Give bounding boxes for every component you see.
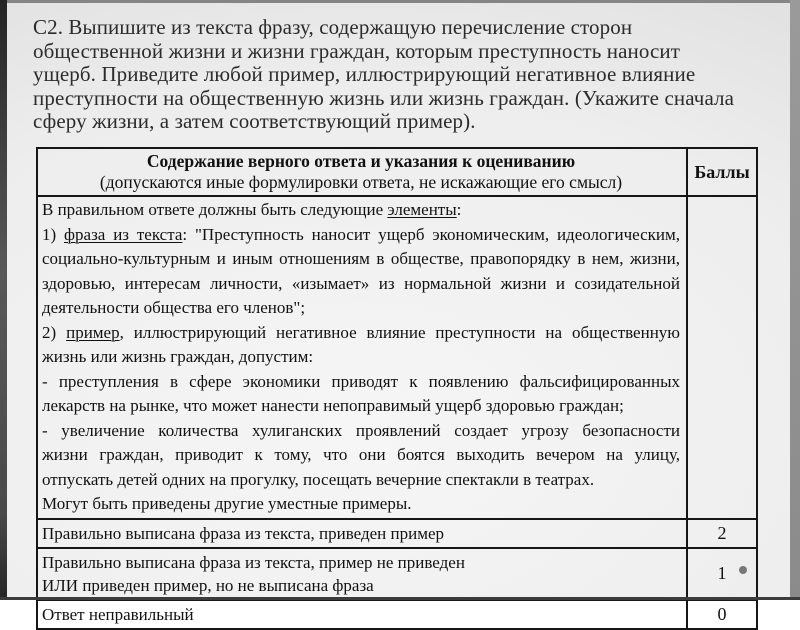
answer-content-line xyxy=(42,272,680,297)
score-criterion-cell xyxy=(38,549,688,599)
score-value: 0 xyxy=(717,603,727,624)
slide-border-right xyxy=(790,0,800,600)
task-text-line: преступности на общественную жизнь или жизнь граждан. (Укажите сначала xyxy=(33,85,735,110)
text-segment: жизнь или жизнь граждан, допустим: xyxy=(42,347,314,366)
text-segment: 1) xyxy=(42,224,65,244)
header-criteria-title: Содержание верного ответа и указания к оцениванию xyxy=(146,151,576,171)
score-row xyxy=(38,601,756,628)
text-segment: В правильном ответе должны быть следующие xyxy=(42,200,388,219)
score-criterion-cell xyxy=(38,601,688,628)
score-rows-container xyxy=(38,520,756,628)
score-criterion-line: ИЛИ приведен пример, но не выписана фраза xyxy=(42,575,374,595)
text-segment: отпускать детей одних на прогулку, посещать вечерние спектакли в театрах. xyxy=(42,469,595,489)
header-criteria-cell xyxy=(38,149,688,195)
score-value: 2 xyxy=(717,522,727,543)
answer-content-line xyxy=(42,247,680,272)
task-text-line: сферу жизни, а затем соответствующий пример). xyxy=(33,109,476,133)
text-segment: деятельности общества его членов"; xyxy=(42,298,306,317)
decorative-dot xyxy=(739,566,747,574)
underlined-term: пример xyxy=(66,322,120,342)
score-row xyxy=(38,549,756,601)
rubric-table xyxy=(36,147,758,630)
text-segment: : "Преступность наносит ущерб экономическим, идеологическим, xyxy=(182,224,680,244)
table-header-row xyxy=(38,149,756,197)
header-criteria-subtitle: (допускаются иные формулировки ответа, не искажающие его смысл) xyxy=(99,172,623,192)
text-segment: лекарств на рынке, что может нанести непоправимый ущерб здоровью граждан; xyxy=(42,396,624,415)
answer-content-row xyxy=(38,197,756,520)
score-criterion-line: Ответ неправильный xyxy=(42,604,194,624)
text-segment: - увеличение количества хулиганских проявлений создает угрозу безопасности xyxy=(42,420,680,440)
score-criterion-cell xyxy=(38,520,688,547)
answer-content-cell xyxy=(38,197,688,518)
slide-border-top xyxy=(0,0,800,3)
answer-content-line xyxy=(42,198,680,223)
score-row xyxy=(38,520,756,549)
underlined-term: элементы xyxy=(387,200,457,219)
score-value: 1 xyxy=(717,563,727,583)
task-text-line: общественной жизни и жизни граждан, которым преступность наносит xyxy=(33,38,680,63)
text-segment: 2) xyxy=(42,322,67,342)
task-text xyxy=(33,16,757,134)
underlined-term: фраза из текста xyxy=(64,224,183,244)
answer-content-line xyxy=(42,345,680,370)
answer-content-line xyxy=(42,394,680,419)
answer-content-line xyxy=(42,492,680,517)
answer-content-line xyxy=(42,468,680,493)
text-segment: социально-культурным и иным отношениям в обществе, правопорядку в нем, жизни, xyxy=(42,249,680,268)
text-segment: , иллюстрирующий негативное влияние преступности на общественную xyxy=(119,322,680,342)
answer-content-score-cell xyxy=(688,197,756,518)
answer-content-line xyxy=(42,419,680,444)
header-score-label: Баллы xyxy=(694,161,750,182)
slide-border-bottom xyxy=(0,597,800,600)
score-criterion-line: Правильно выписана фраза из текста, приведен пример xyxy=(42,523,445,543)
text-segment: - преступления в сфере экономики приводят к появлению фальсифицированных xyxy=(42,371,680,391)
text-segment: : xyxy=(456,200,462,219)
answer-content-line xyxy=(42,223,680,248)
text-segment: жизни граждан, приводит к тому, что они боятся выходить вечером на улицу, xyxy=(42,445,680,464)
answer-content-line xyxy=(42,443,680,468)
answer-content-line xyxy=(42,321,680,346)
score-criterion-line: Правильно выписана фраза из текста, пример не приведен xyxy=(42,552,465,572)
task-text-line: С2. Выпишите из текста фразу, содержащую перечисление сторон xyxy=(33,15,633,39)
answer-content-line xyxy=(42,370,680,395)
text-segment: здоровью, интересам личности, «изымает» из нормальной жизни и созидательной xyxy=(42,273,680,293)
slide-border-left xyxy=(0,0,7,600)
answer-content-line xyxy=(42,296,680,321)
task-text-line: ущерб. Приведите любой пример, иллюстрирующий негативное влияние xyxy=(33,62,696,86)
text-segment: Могут быть приведены другие уместные примеры. xyxy=(42,494,412,513)
